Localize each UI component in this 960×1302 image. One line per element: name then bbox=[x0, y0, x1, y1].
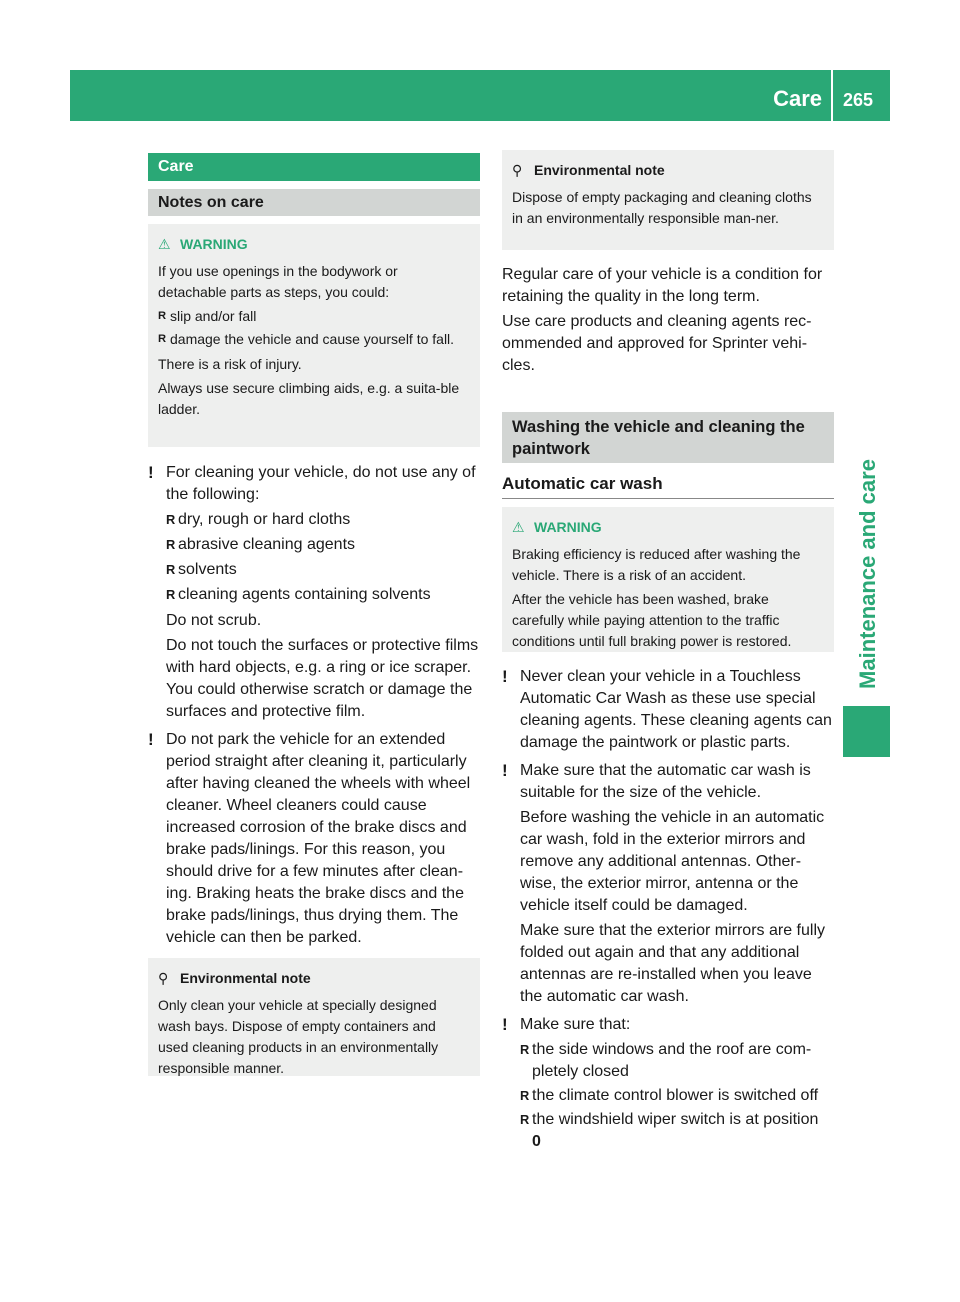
side-chapter-marker bbox=[843, 706, 890, 757]
warning-title: WARNING bbox=[180, 236, 248, 252]
header-divider bbox=[831, 70, 833, 121]
section-title-washing: Washing the vehicle and cleaning the paintwork bbox=[502, 412, 834, 463]
paragraph: Regular care of your vehicle is a condition for retaining the quality in the long term. bbox=[502, 266, 823, 305]
caution-note-5 bbox=[502, 1014, 834, 1153]
env-title: Environmental note bbox=[180, 970, 311, 986]
warning-intro: If you use openings in the bodywork or detachable parts as steps, you could: bbox=[158, 263, 398, 300]
note-list bbox=[166, 509, 480, 606]
env-text: Dispose of empty packaging and cleaning cloths in an environmentally responsible man-ner. bbox=[512, 189, 812, 226]
caution-exclamation-icon: ! bbox=[148, 463, 154, 482]
note-paragraph: Make sure that the exterior mirrors are fully folded out again and that any additional antennas are re-installed when you leave the automatic car wash. bbox=[520, 922, 825, 1005]
environmental-panel-left bbox=[148, 958, 480, 1076]
warning-triangle-icon: ⚠ bbox=[512, 519, 525, 535]
caution-note-4 bbox=[502, 760, 834, 1008]
caution-exclamation-icon: ! bbox=[502, 1015, 508, 1034]
list-item: R abrasive cleaning agents bbox=[166, 534, 480, 556]
warning-paragraph: Braking efficiency is reduced after washing the vehicle. There is a risk of an accident. bbox=[512, 546, 801, 583]
note-text: Do not park the vehicle for an extended period straight after cleaning it, particularly after having cleaned the wheels with wheel cleaner. Wheel cleaners could cause increased corrosion of the brake discs and brake pads/linings. For this reason, you should drive for a few minutes after clean-ing. Braking heats the brake discs and the brake pads/linings, thus drying them. The vehicle can then be parked. bbox=[166, 731, 471, 946]
warning-paragraph: After the vehicle has been washed, brake carefully while paying attention to the traffic conditions until full braking power is restored. bbox=[512, 591, 792, 649]
env-text: Only clean your vehicle at specially designed wash bays. Dispose of empty containers and used cleaning products in an environmentally responsible manner. bbox=[158, 997, 439, 1076]
list-item: R slip and/or fall bbox=[158, 306, 470, 327]
warning-panel-right bbox=[502, 507, 834, 652]
note-list bbox=[520, 1039, 834, 1153]
side-chapter-tab bbox=[843, 444, 890, 704]
caution-exclamation-icon: ! bbox=[502, 667, 508, 686]
list-item: R the side windows and the roof are com-pletely closed bbox=[520, 1039, 834, 1083]
warning-panel-left bbox=[148, 224, 480, 447]
header-section-title: Care bbox=[773, 86, 822, 111]
note-paragraph: Do not touch the surfaces or protective films with hard objects, e.g. a ring or ice scraper. You could otherwise scratch or damage the surfaces and protective film. bbox=[166, 637, 479, 720]
section-title-care: Care bbox=[148, 153, 480, 181]
note-text: Never clean your vehicle in a Touchless Automatic Car Wash as these use special cleaning agents. These cleaning agents can damage the paintwork or plastic parts. bbox=[520, 668, 832, 751]
page-number: 265 bbox=[843, 90, 874, 110]
caution-exclamation-icon: ! bbox=[148, 730, 154, 749]
lightbulb-icon: ⚲ bbox=[158, 970, 169, 986]
env-title: Environmental note bbox=[534, 162, 665, 178]
list-item: R damage the vehicle and cause yourself to fall. bbox=[158, 329, 470, 350]
subsection-title-notes: Notes on care bbox=[148, 189, 480, 216]
paragraph: Use care products and cleaning agents rec-ommended and approved for Sprinter vehi-cles. bbox=[502, 313, 812, 374]
list-item-text: the windshield wiper switch is at position bbox=[532, 1111, 819, 1128]
note-text: For cleaning your vehicle, do not use any of the following: bbox=[166, 464, 476, 503]
note-paragraph: Do not scrub. bbox=[166, 612, 262, 629]
warning-list bbox=[158, 306, 470, 350]
warning-risk: There is a risk of injury. bbox=[158, 356, 302, 372]
note-paragraph: Before washing the vehicle in an automatic car wash, fold in the exterior mirrors and remove any additional antennas. Other-wise, the exterior mirror, antenna or the vehicle itself could be damaged. bbox=[520, 809, 825, 914]
caution-note-2 bbox=[148, 729, 480, 949]
list-item: R the climate control blower is switched off bbox=[520, 1085, 834, 1107]
list-item: R dry, rough or hard cloths bbox=[166, 509, 480, 531]
right-intro bbox=[502, 264, 834, 380]
caution-note-1 bbox=[148, 462, 480, 723]
list-item: R cleaning agents containing solvents bbox=[166, 584, 480, 606]
environmental-panel-right bbox=[502, 150, 834, 250]
lightbulb-icon: ⚲ bbox=[512, 162, 523, 178]
subheading-rule bbox=[502, 498, 834, 499]
subheading-automatic-car-wash: Automatic car wash bbox=[502, 474, 663, 493]
note-text: Make sure that: bbox=[520, 1016, 631, 1033]
page-header-bar bbox=[70, 70, 890, 121]
caution-exclamation-icon: ! bbox=[502, 761, 508, 780]
left-body bbox=[148, 462, 480, 952]
caution-note-3 bbox=[502, 666, 834, 754]
list-item: R solvents bbox=[166, 559, 480, 581]
warning-advice: Always use secure climbing aids, e.g. a suita-ble ladder. bbox=[158, 380, 460, 417]
list-item bbox=[520, 1109, 834, 1153]
note-text: Make sure that the automatic car wash is suitable for the size of the vehicle. bbox=[520, 762, 811, 801]
warning-triangle-icon: ⚠ bbox=[158, 236, 171, 252]
side-chapter-label: Maintenance and care bbox=[855, 459, 880, 689]
right-body bbox=[502, 666, 834, 1157]
warning-title: WARNING bbox=[534, 519, 602, 535]
wiper-position-value: 0 bbox=[532, 1133, 541, 1150]
